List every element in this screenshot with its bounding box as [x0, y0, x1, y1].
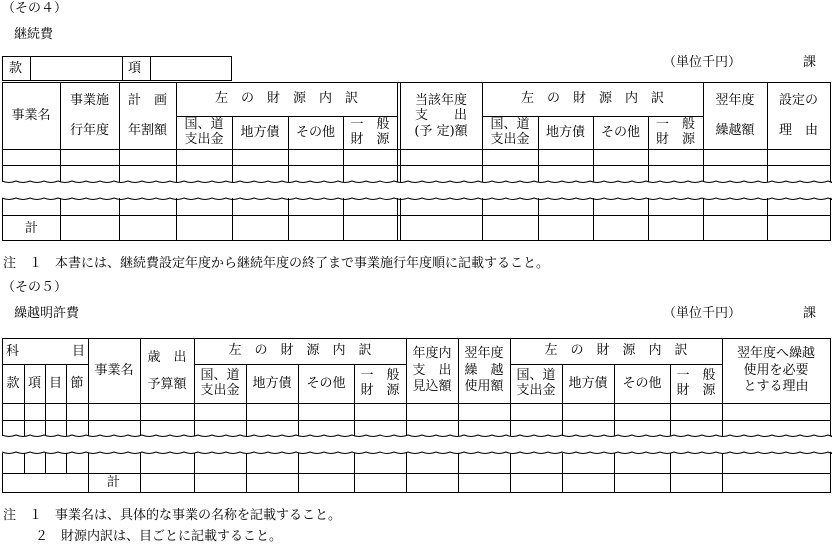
section4-note: 注 １ 本書には、継続費設定年度から継続年度の終了まで事業施行年度順に記載すること。 [3, 256, 550, 271]
header-kou: 項 [27, 375, 41, 391]
header-kurikoshi-riyu: 翌年度へ繰越 使用を必要 とする理由 [736, 345, 815, 395]
header-kokudo-shishutsukin: 国、道 支出金 [184, 117, 224, 147]
header-kokudo-shishutsukin-5b: 国、道 支出金 [516, 368, 556, 398]
section4-label: （その４） [2, 1, 68, 16]
header-settei-riyu: 設定の 理 由 [778, 93, 818, 138]
header-keikaku-nenwari: 計 画 年割額 [127, 93, 167, 138]
header-yokunendo-kurikoshi: 翌年度 繰越額 [715, 93, 755, 138]
kan-label: 款 [9, 61, 23, 76]
header-nendonai-shishutsu-mikomi: 年度内 支 出 見込額 [412, 345, 452, 395]
header-zaigen-uchiwake-right-5: 左 の 財 源 内 訳 [544, 343, 688, 359]
header-kokudo-shishutsukin-2: 国、道 支出金 [490, 117, 530, 147]
header-sonota-5b: その他 [622, 375, 662, 391]
section5-total-label: 計 [107, 475, 121, 490]
section5-title: 繰越明許費 [14, 306, 80, 321]
section4-total-label: 計 [25, 221, 39, 236]
section4-title: 継続費 [14, 27, 54, 42]
header-kokudo-shishutsukin-5: 国、道 支出金 [200, 368, 240, 398]
header-jigyomei-5: 事業名 [94, 362, 134, 378]
break-line-s5-top [2, 435, 832, 437]
header-kamoku-ka: 科 [6, 344, 20, 359]
header-ippan-zaigen-5b: 一 般 財 源 [676, 368, 716, 398]
break-line-s5-bottom [2, 452, 832, 454]
header-moku: 目 [48, 375, 62, 391]
header-zaigen-uchiwake-right: 左 の 財 源 内 訳 [520, 91, 664, 107]
section5-label: （その５） [2, 280, 68, 295]
header-togai-shishutsu-yotei: 当該年度 支 出 (予 定)額 [414, 92, 468, 139]
header-jigyomei: 事業名 [11, 107, 51, 123]
header-kan: 款 [6, 375, 20, 391]
header-chihosai-2: 地方債 [545, 124, 585, 140]
header-chihosai: 地方債 [240, 124, 280, 140]
header-chihosai-5b: 地方債 [568, 375, 608, 391]
header-sonota-2: その他 [600, 124, 640, 140]
header-kamoku-moku: 目 [72, 344, 86, 359]
header-sonota-5: その他 [306, 375, 346, 391]
header-ippan-zaigen: 一 般 財 源 [350, 117, 390, 147]
section5-note-2: ２ 財源内訳は、目ごとに記載すること。 [35, 529, 283, 544]
header-zaigen-uchiwake-left-5: 左 の 財 源 内 訳 [228, 343, 372, 359]
header-setsu: 節 [70, 375, 84, 391]
header-sonota: その他 [295, 124, 335, 140]
section5-ka: 課 [803, 306, 817, 321]
section5-note-1: 注 １ 事業名は、具体的な事業の名称を記載すること。 [3, 508, 342, 523]
break-line-s4-bottom [2, 198, 832, 200]
section4-ka: 課 [803, 55, 817, 70]
header-yokunendo-kurikoshi-shiyo: 翌年度 繰 越 使用額 [464, 345, 504, 395]
header-ippan-zaigen-5: 一 般 財 源 [360, 368, 400, 398]
section5-unit: （単位千円） [663, 306, 742, 321]
break-line-s4-top [2, 181, 832, 183]
header-chihosai-5: 地方債 [252, 375, 292, 391]
header-ippan-zaigen-2: 一 般 財 源 [655, 117, 695, 147]
header-saishutsu-yosangaku: 歳 出 予算額 [147, 349, 187, 392]
section4-unit: （単位千円） [663, 55, 742, 70]
header-jigyo-shiko-nendo: 事業施 行年度 [69, 93, 109, 138]
kou-label: 項 [128, 61, 142, 76]
header-zaigen-uchiwake-left: 左 の 財 源 内 訳 [214, 91, 358, 107]
